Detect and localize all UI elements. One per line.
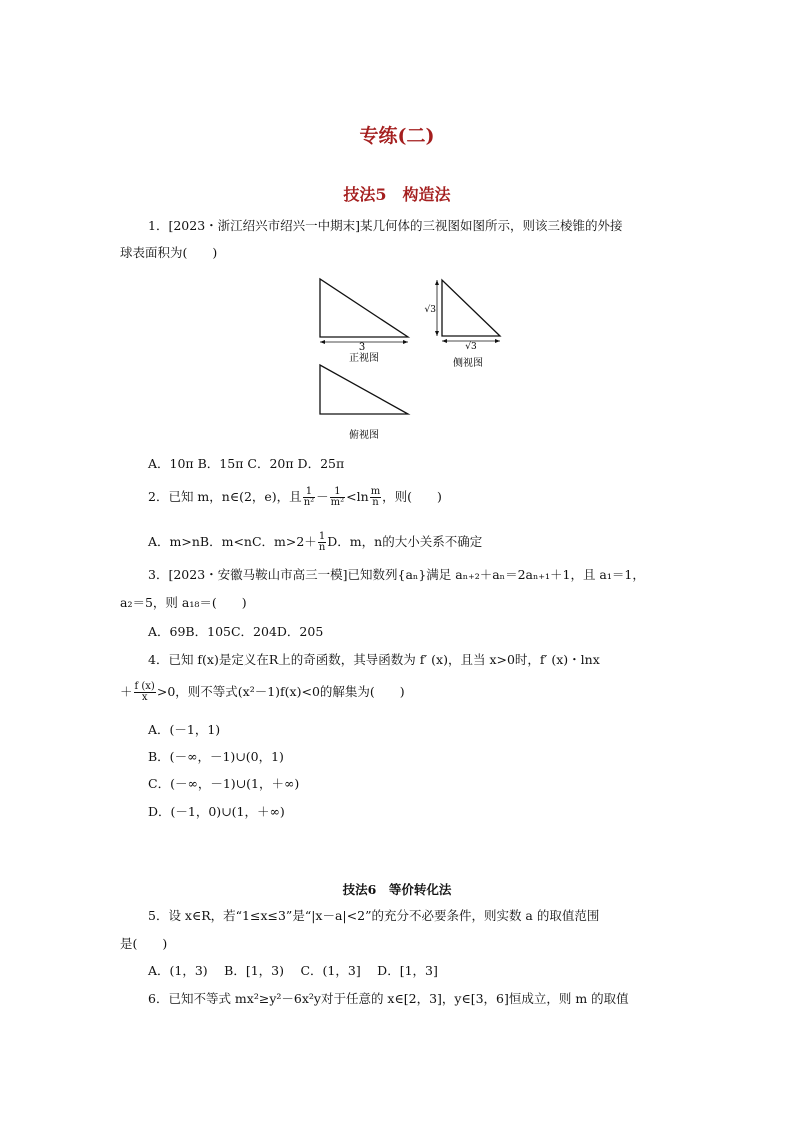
section-heading-1: 技法5 构造法 bbox=[343, 185, 451, 204]
q4-option-d: D．(－1，0)∪(1，＋∞) bbox=[148, 804, 285, 819]
section-heading-2: 技法6 等价转化法 bbox=[342, 882, 452, 897]
q4-frac: $\frac{f (x)}{x}$ bbox=[134, 681, 155, 703]
q5-line2: 是( ) bbox=[120, 936, 168, 951]
side-height-dim: √3 bbox=[424, 305, 436, 315]
front-view-triangle bbox=[320, 279, 408, 337]
top-view-triangle bbox=[320, 365, 408, 414]
q2-options: A．m>nB．m<nC．m>2＋ $\frac{1}{n}$ D．m，n的大小关系不确定 bbox=[148, 531, 483, 553]
q3-line2: a₂＝5，则 a₁₈＝( ) bbox=[120, 595, 247, 610]
q2-opt-frac: $\frac{1}{n}$ bbox=[318, 531, 326, 553]
side-width-dim: √3 bbox=[465, 342, 477, 352]
q6-line1: 6．已知不等式 mx²≥y²－6x²y对于任意的 x∈[2，3]，y∈[3，6]恒成立，则 m 的取值 bbox=[148, 991, 629, 1006]
three-view-figure bbox=[300, 272, 520, 452]
side-view-label: 侧视图 bbox=[453, 358, 483, 369]
q4-line2: ＋ $\frac{f (x)}{x}$ >0，则不等式(x²－1)f(x)<0的解集为( ) bbox=[120, 681, 405, 703]
q2-tail: ，则( ) bbox=[382, 489, 442, 504]
q4-option-b: B．(－∞，－1)∪(0，1) bbox=[148, 749, 284, 764]
q3-options: A．69B．105C．204D．205 bbox=[148, 624, 324, 639]
q1-line2: 球表面积为( ) bbox=[120, 245, 218, 260]
q2-ln: <ln bbox=[346, 489, 369, 504]
top-view-label: 俯视图 bbox=[349, 430, 379, 441]
front-dim: 3 bbox=[358, 342, 366, 353]
q1-line1: 1．[2023・浙江绍兴市绍兴一中期末]某几何体的三视图如图所示，则该三棱锥的外接 bbox=[148, 218, 623, 233]
q2-lead: 2．已知 m，n∈(2，e)，且 bbox=[148, 489, 302, 504]
q2-line bbox=[148, 487, 442, 508]
q4-option-c: C．(－∞，－1)∪(1，＋∞) bbox=[148, 776, 300, 791]
q1-options: A．10π B．15π C．20π D．25π bbox=[148, 456, 345, 471]
q2-frac1: $\frac{1}{\text{n²}}$ bbox=[303, 486, 315, 508]
q4-line1: 4．已知 f(x)是定义在R上的奇函数，其导函数为 f′ (x)，且当 x>0时，f′ (x)・lnx bbox=[148, 652, 600, 667]
q3-line1: 3．[2023・安徽马鞍山市高三一模]已知数列{aₙ}满足 aₙ₊₂＋aₙ＝2aₙ₊₁＋1，且 a₁＝1， bbox=[148, 567, 645, 582]
front-view-label: 正视图 bbox=[349, 353, 379, 364]
q5-options: A．(1，3) B．[1，3) C．(1，3] D．[1，3] bbox=[148, 963, 438, 978]
q2-frac3: $\frac{m}{n}$ bbox=[370, 486, 381, 508]
q5-line1: 5．设 x∈R，若“1≤x≤3”是“|x－a|<2”的充分不必要条件，则实数 a 的取值范围 bbox=[148, 908, 600, 923]
q2-frac2: $\frac{1}{\text{m²}}$ bbox=[330, 486, 345, 508]
q2-minus: － bbox=[316, 489, 329, 504]
q4-option-a: A．(－1，1) bbox=[148, 722, 221, 737]
side-view-triangle bbox=[442, 280, 500, 336]
page-title: 专练(二) bbox=[359, 125, 435, 147]
